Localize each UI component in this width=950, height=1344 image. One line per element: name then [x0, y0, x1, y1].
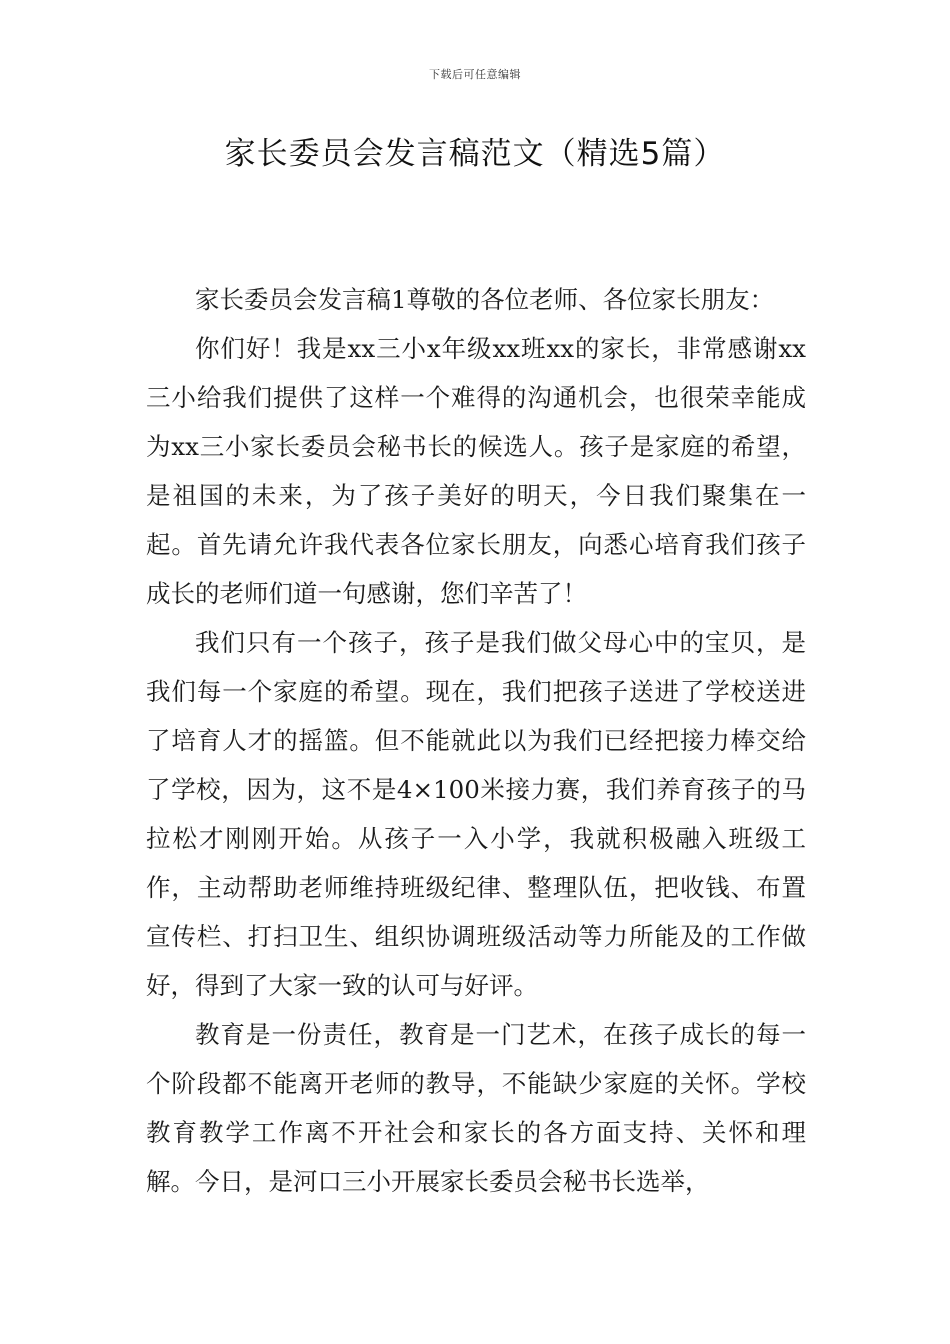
- header-note: 下载后可任意编辑: [429, 68, 521, 81]
- paragraph-salutation: 家长委员会发言稿1尊敬的各位老师、各位家长朋友：: [195, 285, 775, 314]
- paragraph: 你们好！我是xx三小x年级xx班xx的家长，非常感谢xx三小给我们提供了这样一个难得的沟通机会，也很荣幸能成为xx三小家长委员会秘书长的候选人。孩子是家庭的希望，是祖国的未来，为了孩子美好的明天，今日我们聚集在一起。首先请允许我代表各位家长朋友，向悉心培育我们孩子成长的老师们道一句感谢，您们辛苦了！: [146, 334, 806, 608]
- paragraph: 教育是一份责任，教育是一门艺术，在孩子成长的每一个阶段都不能离开老师的教导，不能缺少家庭的关怀。学校教育教学工作离不开社会和家长的各方面支持、关怀和理解。今日，是河口三小开展家长委员会秘书长选举，: [146, 1020, 806, 1196]
- document-body: [146, 275, 806, 1206]
- paragraph: 我们只有一个孩子，孩子是我们做父母心中的宝贝，是我们每一个家庭的希望。现在，我们把孩子送进了学校送进了培育人才的摇篮。但不能就此以为我们已经把接力棒交给了学校，因为，这不是4×100米接力赛，我们养育孩子的马拉松才刚刚开始。从孩子一入小学，我就积极融入班级工作，主动帮助老师维持班级纪律、整理队伍，把收钱、布置宣传栏、打扫卫生、组织协调班级活动等力所能及的工作做好，得到了大家一致的认可与好评。: [146, 628, 806, 1000]
- document-title: 家长委员会发言稿范文（精选5篇）: [224, 136, 726, 172]
